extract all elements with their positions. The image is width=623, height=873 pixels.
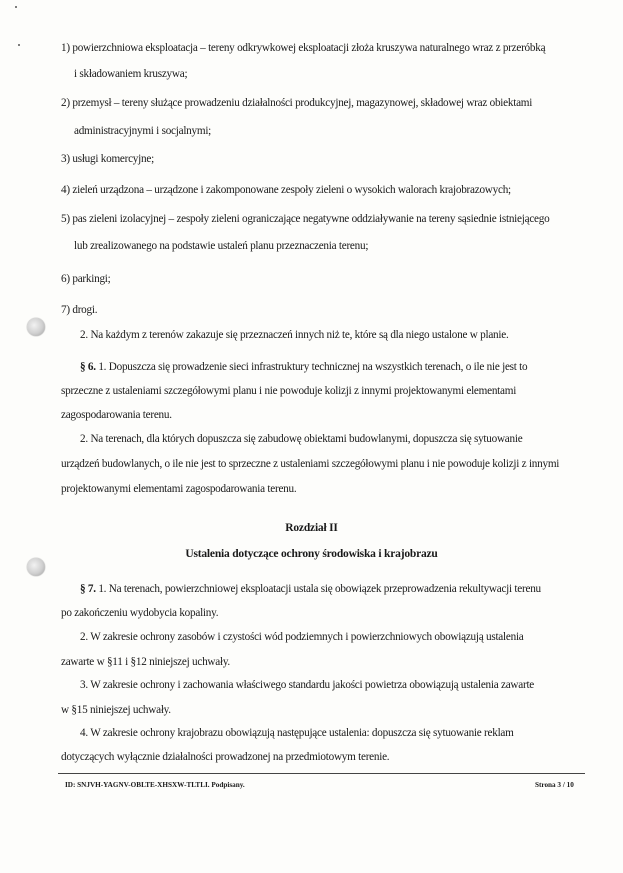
section-6-para-2: 2. Na terenach, dla których dopuszcza się zabudowę obiektami budowlanymi, dopuszcza się sytuowanie [80, 433, 523, 445]
document-id: ID: SNJVH-YAGNV-OBLTE-XHSXW-TLTLI. Podpisany. [65, 781, 245, 789]
footer-divider [58, 773, 585, 774]
section-7-para-4-cont: dotyczących wyłącznie działalności prowadzonej na przedmiotowym terenie. [61, 751, 390, 763]
punch-hole [27, 318, 45, 336]
section-6-para-2-cont-1: urządzeń budowlanych, o ile nie jest to sprzeczne z ustaleniami szczegółowymi planu i nie powoduje kolizji z innymi [61, 458, 560, 470]
section-7-cont: po zakończeniu wydobycia kopaliny. [61, 607, 219, 619]
list-item-7: 7) drogi. [61, 304, 98, 316]
section-7-para-2-cont: zawarte w §11 i §12 niniejszej uchwały. [61, 656, 230, 668]
section-7-para-3: 3. W zakresie ochrony i zachowania właściwego standardu jakości powietrza obowiązują ustalenia zawarte [80, 679, 535, 691]
section-7-para-4: 4. W zakresie ochrony krajobrazu obowiązują następujące ustalenia: dopuszcza się sytuowanie reklam [80, 727, 514, 739]
section-6-cont-2: zagospodarowania terenu. [61, 409, 172, 421]
section-6-mark: § 6. [80, 361, 96, 373]
chapter-subtitle: Ustalenia dotyczące ochrony środowiska i krajobrazu [185, 548, 438, 560]
punch-hole [27, 558, 45, 576]
section-6-text: 1. Dopuszcza się prowadzenie sieci infrastruktury technicznej na wszystkich terenach, o ile nie jest to [98, 361, 528, 373]
list-item-6: 6) parkingi; [61, 273, 111, 285]
list-item-1: 1) powierzchniowa eksploatacja – tereny odkrywkowej eksploatacji złoża kruszywa naturalnego wraz z przeróbką [61, 42, 546, 54]
paragraph-5-2: 2. Na każdym z terenów zakazuje się przeznaczeń innych niż te, które są dla niego ustalone w planie. [80, 329, 509, 341]
section-6-para-2-cont-2: projektowanymi elementami zagospodarowania terenu. [61, 483, 297, 495]
section-7-mark: § 7. [80, 583, 96, 595]
list-item-1-cont: i składowaniem kruszywa; [74, 68, 188, 80]
scan-speck [18, 44, 20, 46]
list-item-4: 4) zieleń urządzona – urządzone i zakomponowane zespoły zieleni o wysokich walorach krajobrazowych; [61, 184, 511, 196]
section-7-para-3-cont: w §15 niniejszej uchwały. [61, 704, 171, 716]
list-item-5: 5) pas zieleni izolacyjnej – zespoły zieleni ograniczające negatywne oddziaływanie na tereny sąsiednie istniejącego [61, 213, 550, 225]
scan-speck [15, 6, 17, 8]
list-item-3: 3) usługi komercyjne; [61, 153, 154, 165]
page-number: Strona 3 / 10 [535, 781, 574, 789]
section-7-text: 1. Na terenach, powierzchniowej eksploatacji ustala się obowiązek przeprowadzenia rekultywacji terenu [98, 583, 541, 595]
chapter-title: Rozdział II [285, 522, 338, 534]
section-7-line [80, 582, 541, 596]
list-item-2-cont: administracyjnymi i socjalnymi; [74, 125, 212, 137]
list-item-2: 2) przemysł – tereny służące prowadzeniu działalności produkcyjnej, magazynowej, składowej wraz obiektami [61, 97, 533, 109]
list-item-5-cont: lub zrealizowanego na podstawie ustaleń planu przeznaczenia terenu; [74, 240, 369, 252]
section-7-para-2: 2. W zakresie ochrony zasobów i czystości wód podziemnych i powierzchniowych obowiązują ustalenia [80, 631, 524, 643]
section-6-line [80, 360, 527, 374]
section-6-cont-1: sprzeczne z ustaleniami szczegółowymi planu i nie powoduje kolizji z innymi projektowanymi elementami [61, 385, 517, 397]
